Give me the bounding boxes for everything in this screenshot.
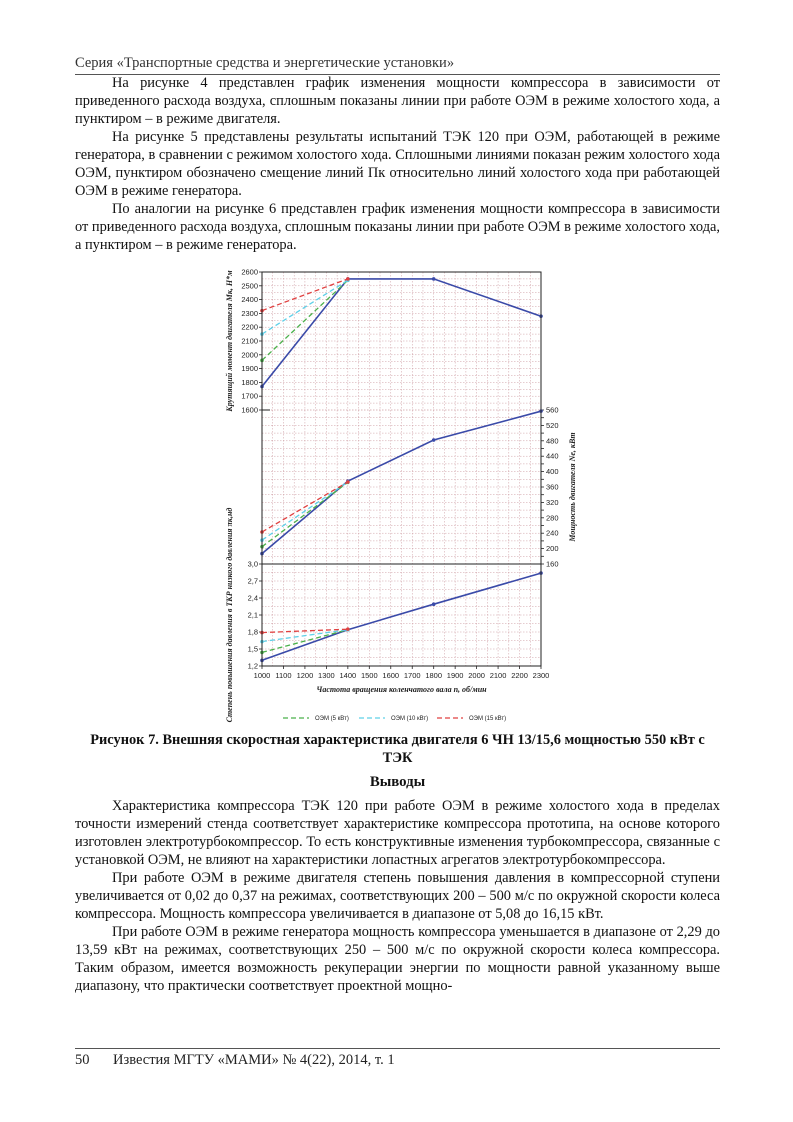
x-tick-label: 1800	[425, 671, 443, 680]
y-tick-label: 520	[546, 420, 559, 430]
y-tick-label: 560	[546, 405, 559, 415]
page-number: 50	[75, 1052, 90, 1068]
running-header: Серия «Транспортные средства и энергетические установки»	[75, 55, 720, 75]
y-tick-label: 2000	[241, 350, 258, 360]
y-tick-label: 280	[546, 513, 559, 523]
paragraph: На рисунке 5 представлены результаты испытаний ТЭК 120 при ОЭМ, работающей в режиме генератора, в сравнении с режимом холостого хода. Сплошными линиями показан режим холостого хода ОЭМ, пунктиром обозначено смещение линий Пк относительно линий холостого хода при работающей ОЭМ в режиме генератора.	[75, 129, 720, 199]
legend-label-s10: ОЭМ (10 кВт)	[391, 716, 429, 722]
y-tick-label: 2,7	[247, 576, 258, 586]
paragraph: При работе ОЭМ в режиме генератора мощность компрессора уменьшается в диапазоне от 2,29 до 13,59 кВт на режимах, соответствующих 250 – 500 м/с по окружной скорости колеса компрессора. Таким образом, имеется возможность рекуперации энергии по мощности равной указанному выше диапазону, что практически соответствует проектной мощно-	[75, 924, 720, 994]
y-tick-label: 1,5	[247, 644, 258, 654]
y-tick-label: 360	[546, 482, 559, 492]
data-point	[432, 602, 436, 606]
y-tick-label: 3,0	[247, 559, 258, 569]
y-tick-label: 1900	[241, 364, 258, 374]
y-tick-label: 320	[546, 497, 559, 507]
x-tick-label: 1900	[446, 671, 464, 680]
legend-label-s15: ОЭМ (15 кВт)	[469, 716, 507, 722]
y-tick-label: 1800	[241, 377, 258, 387]
paragraph: На рисунке 4 представлен график изменения мощности компрессора в зависимости от приведенного расхода воздуха, сплошным показаны линии при работе ОЭМ в режиме холостого хода, а пунктиром – в режиме двигателя.	[75, 75, 720, 127]
x-tick-label: 1600	[382, 671, 400, 680]
y-tick-label: 2500	[241, 281, 258, 291]
x-tick-label: 2100	[489, 671, 507, 680]
y-tick-label: 2300	[241, 308, 258, 318]
x-tick-label: 1700	[403, 671, 421, 680]
legend-label-s5: ОЭМ (5 кВт)	[315, 716, 349, 722]
figure-caption: Рисунок 7. Внешняя скоростная характеристика двигателя 6 ЧН 13/15,6 мощностью 550 кВт с ТЭК	[90, 732, 705, 766]
engine-characteristic-chart	[75, 262, 720, 732]
y-tick-label: 440	[546, 451, 559, 461]
page-footer	[75, 1048, 720, 1069]
y-tick-label: 2600	[241, 267, 258, 277]
y-tick-label: 160	[546, 559, 559, 569]
y-axis-title: Мощность двигателя Ne, кВт	[568, 432, 577, 542]
y-tick-label: 480	[546, 436, 559, 446]
y-tick-label: 1700	[241, 391, 258, 401]
x-axis-title: Частота вращения коленчатого вала n, об/мин	[316, 685, 487, 694]
y-tick-label: 240	[546, 528, 559, 538]
x-tick-label: 1300	[318, 671, 335, 680]
y-axis-title: Степень повышения давления в ТКР низкого давления πк,нд	[225, 507, 234, 723]
y-tick-label: 2100	[241, 336, 258, 346]
plot-area	[262, 272, 541, 666]
paragraph: Характеристика компрессора ТЭК 120 при работе ОЭМ в режиме холостого хода в пределах точности измерений стенда соответствует характеристике компрессора прототипа, на основе которого изготовлен электротурбокомпрессор. То есть конструктивные изменения турбокомпрессора, связанные с установкой ОЭМ, не влияют на характеристики лопастных агрегатов электротурбокомпрессора.	[75, 798, 720, 868]
y-axis-title: Крутящий момент двигателя Mк, Н*м	[225, 270, 234, 412]
data-point	[432, 438, 436, 442]
x-tick-label: 1400	[339, 671, 357, 680]
y-tick-label: 2,1	[247, 610, 258, 620]
y-tick-label: 2400	[241, 295, 258, 305]
x-tick-label: 2300	[532, 671, 550, 680]
section-title: Выводы	[369, 774, 426, 790]
data-point	[432, 277, 436, 281]
body-text-top	[75, 74, 720, 254]
data-point	[346, 627, 350, 631]
y-tick-label: 2,4	[247, 593, 258, 603]
paragraph: При работе ОЭМ в режиме двигателя степень повышения давления в компрессорной ступени увеличивается от 0,02 до 0,37 на режимах, соответствующих 200 – 500 м/с по окружной скорости колеса компрессора. Мощность компрессора увеличивается в диапазоне от 5,08 до 16,15 кВт.	[75, 870, 720, 922]
x-tick-label: 2000	[468, 671, 485, 680]
y-tick-label: 1600	[241, 405, 258, 415]
x-tick-label: 1500	[360, 671, 378, 680]
journal-name: Известия МГТУ «МАМИ» № 4(22), 2014, т. 1	[113, 1052, 395, 1068]
x-tick-label: 1000	[253, 671, 271, 680]
y-tick-label: 200	[546, 544, 559, 554]
paragraph: По аналогии на рисунке 6 представлен график изменения мощности компрессора в зависимости от приведенного расхода воздуха, сплошным показаны линии при работе ОЭМ в режиме холостого хода, а пунктиром – в режиме генератора.	[75, 201, 720, 253]
y-tick-label: 400	[546, 467, 559, 477]
x-tick-label: 1200	[296, 671, 314, 680]
y-tick-label: 1,8	[247, 627, 258, 637]
figure-7	[75, 262, 720, 732]
y-tick-label: 1,2	[247, 661, 258, 671]
data-point	[346, 480, 350, 484]
x-tick-label: 1100	[275, 671, 292, 680]
y-tick-label: 2200	[241, 322, 258, 332]
body-text-bottom	[75, 797, 720, 995]
x-tick-label: 2200	[511, 671, 528, 680]
data-point	[346, 277, 350, 281]
